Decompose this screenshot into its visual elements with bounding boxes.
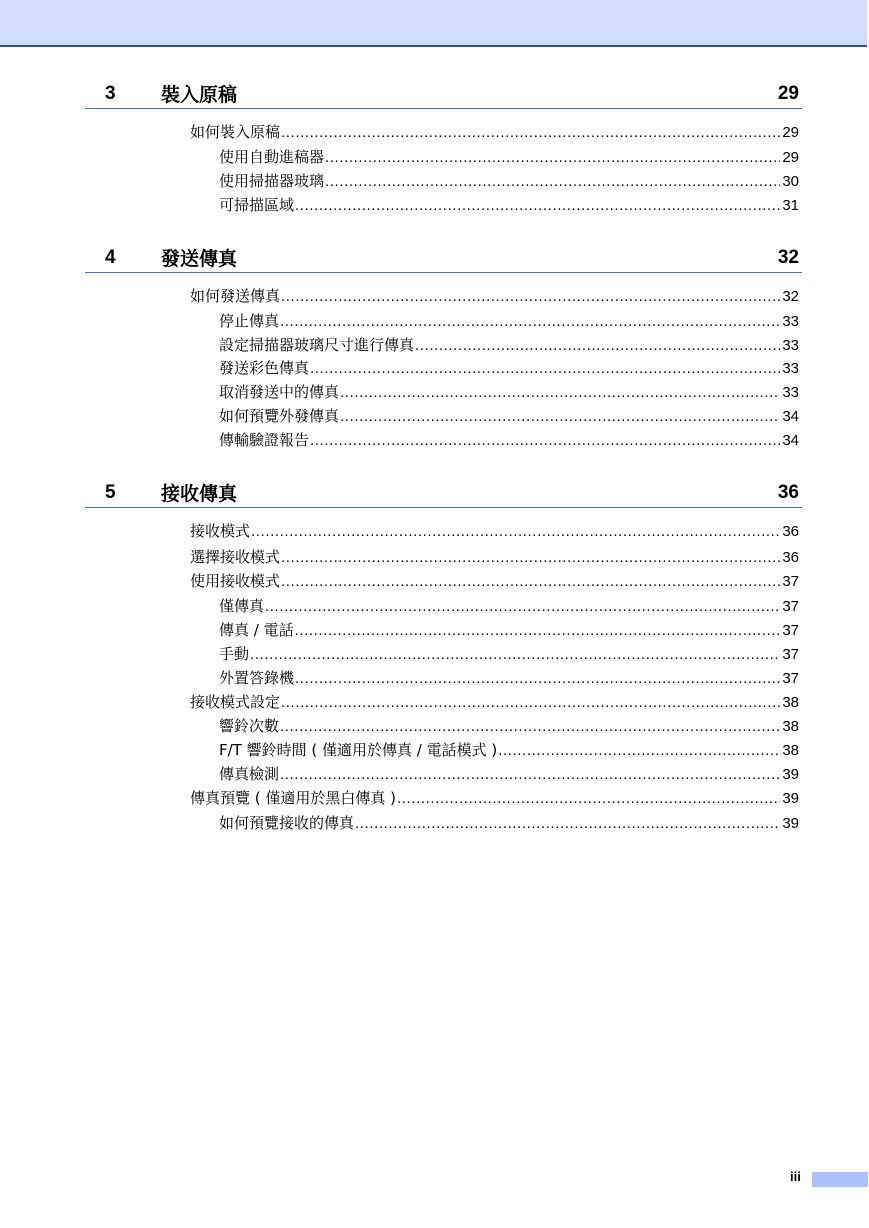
dot-leader [340,383,780,403]
dot-leader [280,717,780,737]
toc-entry-page: 33 [782,384,799,401]
dot-leader [295,196,780,216]
toc-entry[interactable] [190,692,799,713]
toc-entry-label: 取消發送中的傳真 [219,383,340,401]
chapter-number: 4 [105,247,116,268]
toc-entry-page: 36 [782,523,799,540]
chapter-page: 29 [777,83,799,104]
toc-entry-label: 傳真 / 電話 [219,621,294,639]
toc-entry[interactable] [219,147,799,168]
toc-entry-label: 發送彩色傳真 [219,359,310,377]
toc-entry-label: 如何預覽外發傳真 [219,407,340,425]
toc-entry[interactable] [219,358,799,379]
dot-leader [355,814,780,834]
toc-entry[interactable] [219,764,799,785]
dot-leader [498,741,780,761]
dot-leader [325,172,780,192]
header-band [0,0,867,47]
dot-leader [281,123,780,143]
toc-entry[interactable] [219,596,799,617]
toc-entry-page: 37 [782,622,799,639]
toc-entry[interactable] [219,740,799,761]
chapter-title: 裝入原稿 [161,84,238,106]
toc-entry[interactable] [190,521,799,542]
dot-leader [415,336,780,356]
toc-entry-page: 29 [782,149,799,166]
toc-entry-label: 停止傳真 [219,312,280,330]
toc-entry[interactable] [219,171,799,192]
toc-entry-page: 32 [782,288,799,305]
toc-entry[interactable] [219,668,799,689]
toc-entry-page: 34 [782,432,799,449]
toc-entry-page: 37 [782,646,799,663]
chapter-number: 3 [105,83,116,104]
dot-leader [295,621,781,641]
toc-entry-page: 39 [782,815,799,832]
toc-entry-page: 38 [782,694,799,711]
toc-entry[interactable] [190,788,799,809]
toc-entry-label: 可掃描區域 [219,196,295,214]
toc-entry-page: 38 [782,718,799,735]
toc-entry-page: 33 [782,360,799,377]
toc-entry-page: 38 [782,742,799,759]
chapter-page: 32 [777,247,799,268]
toc-entry[interactable] [190,547,799,568]
dot-leader [281,693,780,713]
toc-entry-label: 使用接收模式 [190,572,281,590]
toc-entry-page: 31 [782,197,799,214]
toc-entry-page: 34 [782,408,799,425]
chapter-heading-4[interactable] [85,246,802,273]
dot-leader [265,597,780,617]
toc-entry[interactable] [219,813,799,834]
toc-entry-label: 設定掃描器玻璃尺寸進行傳真 [219,336,415,354]
toc-entry-label: 接收模式設定 [190,693,281,711]
toc-entry-label: 僅傳真 [219,597,265,615]
toc-entry-label: 使用掃描器玻璃 [219,172,325,190]
toc-entry[interactable] [219,620,799,641]
toc-entry-label: 如何發送傳真 [190,287,281,305]
toc-entry-page: 39 [782,766,799,783]
dot-leader [340,407,780,427]
toc-entry[interactable] [219,430,799,451]
toc-entry[interactable] [219,716,799,737]
dot-leader [280,312,780,332]
toc-entry-page: 37 [782,573,799,590]
dot-leader [281,548,780,568]
dot-leader [397,789,780,809]
toc-entry-label: 如何預覽接收的傳真 [219,814,355,832]
toc-entry-page: 33 [782,337,799,354]
chapter-title: 接收傳真 [161,483,238,505]
toc-entry[interactable] [219,335,799,356]
dot-leader [250,645,780,665]
chapter-page: 36 [777,482,799,503]
dot-leader [325,148,780,168]
toc-entry-label: 使用自動進稿器 [219,148,325,166]
toc-entry-label: 傳真預覽 ( 僅適用於黑白傳真 ) [190,789,397,807]
dot-leader [295,669,780,689]
toc-entry[interactable] [219,644,799,665]
toc-entry-page: 29 [782,124,799,141]
page-number: iii [790,1169,801,1184]
dot-leader [281,287,780,307]
toc-entry-label: 如何裝入原稿 [190,123,281,141]
toc-entry-label: 手動 [219,645,250,663]
dot-leader [251,522,780,542]
toc-entry[interactable] [190,122,799,143]
toc-entry[interactable] [190,286,799,307]
toc-entry-page: 36 [782,549,799,566]
chapter-title: 發送傳真 [161,248,238,270]
toc-entry-label: 選擇接收模式 [190,548,281,566]
dot-leader [280,765,780,785]
toc-entry[interactable] [190,571,799,592]
toc-entry[interactable] [219,382,799,403]
dot-leader [310,431,780,451]
toc-entry-page: 33 [782,313,799,330]
toc-entry-page: 37 [782,670,799,687]
dot-leader [310,359,780,379]
toc-entry-label: 接收模式 [190,522,251,540]
toc-entry[interactable] [219,311,799,332]
dot-leader [281,572,780,592]
toc-entry-label: F/T 響鈴時間 ( 僅適用於傳真 / 電話模式 ) [219,741,498,759]
toc-entry-label: 傳輸驗證報告 [219,431,310,449]
chapter-heading-3[interactable] [85,82,802,109]
toc-entry-page: 37 [782,598,799,615]
chapter-number: 5 [105,482,116,503]
toc-entry-page: 30 [782,173,799,190]
footer-tab [812,1172,868,1187]
toc-entry-label: 響鈴次數 [219,717,280,735]
toc-entry[interactable] [219,406,799,427]
toc-entry[interactable] [219,195,799,216]
chapter-heading-5[interactable] [85,481,802,508]
toc-entry-label: 傳真檢測 [219,765,280,783]
toc-entry-page: 39 [782,790,799,807]
toc-entry-label: 外置答錄機 [219,669,295,687]
